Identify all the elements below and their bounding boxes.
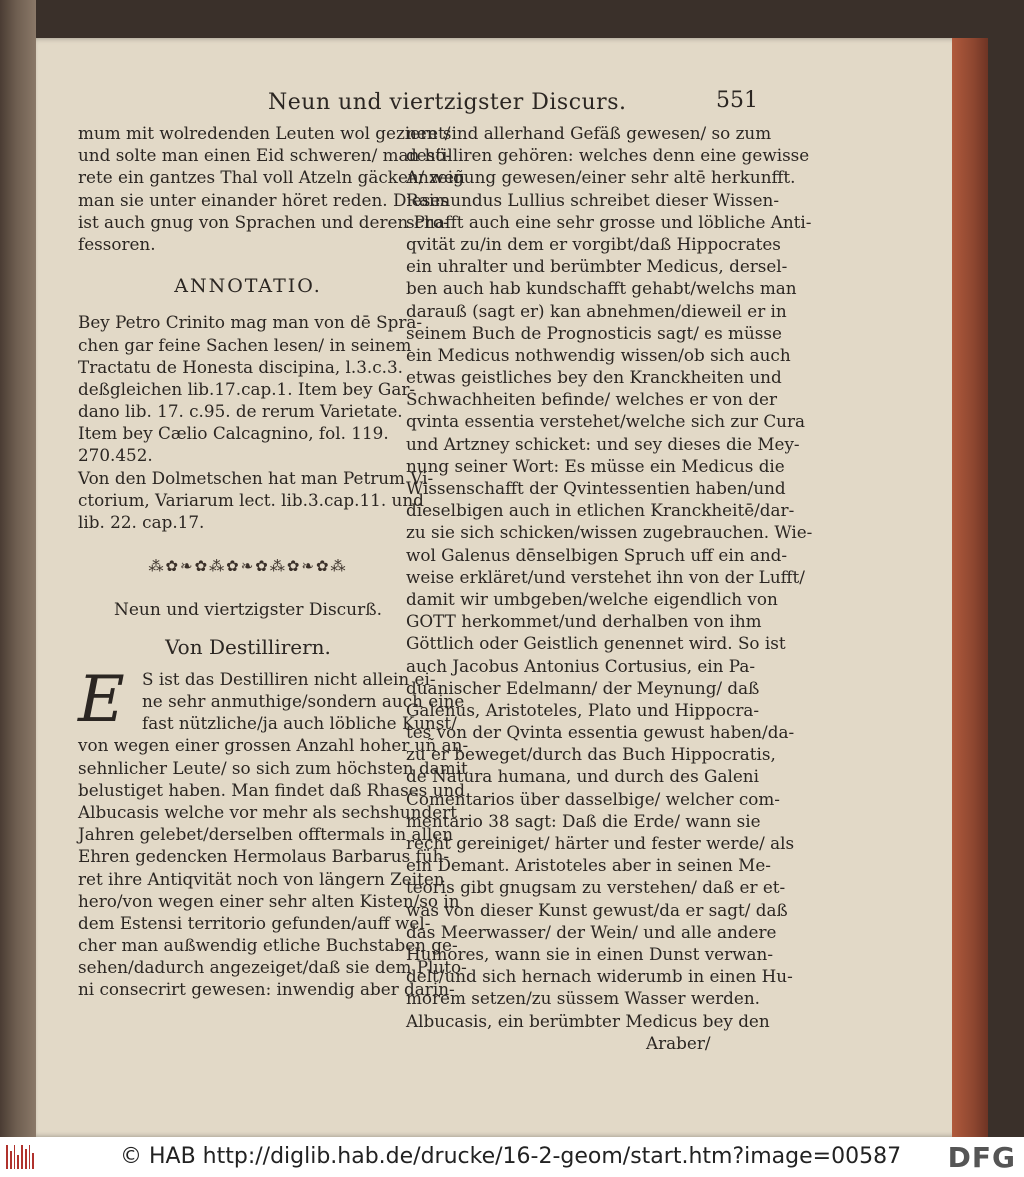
text-line: und solte man einen Eid schweren/ man hö-	[78, 145, 452, 166]
text-line: damit wir umbgeben/welche eigendlich von	[406, 588, 778, 609]
text-line: morem setzen/zu süssem Wasser werden.	[406, 988, 760, 1009]
drop-cap-initial: E	[78, 662, 125, 737]
text-line: fast nützliche/ja auch löbliche Kunst/	[142, 713, 457, 734]
text-line: ret ihre Antiqvität noch von längern Zeiten	[78, 868, 445, 889]
text-line: ne sehr anmuthige/sondern auch eine	[142, 691, 465, 711]
text-line: darauß (sagt er) kan abnehmen/dieweil er in	[406, 300, 787, 321]
page-number: 551	[716, 88, 758, 113]
text-line: zu er beweget/durch das Buch Hippocratis,	[406, 744, 776, 765]
text-line: Ehren gedencken Hermolaus Barbarus füh-	[78, 846, 450, 867]
text-line: Galenus, Aristoteles, Plato und Hippocra-	[406, 699, 760, 720]
text-line: S ist das Destilliren nicht allein ei-	[142, 668, 436, 689]
text-line: hero/von wegen einer sehr alten Kisten/so in	[78, 890, 460, 911]
text-line: nen sind allerhand Gefäß gewesen/ so zum	[406, 123, 772, 143]
text-line: fessoren.	[78, 233, 156, 254]
text-line: Schwachheiten befinde/ welches er von der	[406, 389, 777, 410]
text-line: sehnlicher Leute/ so sich zum höchsten damit	[78, 757, 468, 778]
text-line: duanischer Edelmann/ der Meynung/ daß	[406, 677, 760, 698]
text-line: Göttlich oder Geistlich genennet wird. So ist	[406, 633, 786, 654]
text-line: schafft auch eine sehr grosse und löbliche Anti-	[406, 211, 812, 232]
text-line: delt/und sich hernach widerumb in einen Hu-	[406, 966, 793, 987]
text-line: Raimundus Lullius schreibet dieser Wissen-	[406, 189, 780, 210]
text-line: mentario 38 sagt: Daß die Erde/ wann sie	[406, 810, 761, 831]
text-line: Albucasis welche vor mehr als sechshundert	[78, 801, 457, 822]
text-line: Item bey Cælio Calcagnino, fol. 119.	[78, 423, 389, 444]
text-line: Araber/	[646, 1032, 711, 1053]
text-line: weise erkläret/und verstehet ihn von der Lufft/	[406, 566, 805, 587]
text-line: ni consecrirt gewesen: inwendig aber darin-	[78, 979, 455, 1000]
text-line: 270.452.	[78, 445, 153, 466]
text-line: teoris gibt gnugsam zu verstehen/ daß er et-	[406, 877, 786, 898]
text-line: das Meerwasser/ der Wein/ und alle andere	[406, 921, 777, 942]
text-line: ein Medicus nothwendig wissen/ob sich auch	[406, 344, 791, 365]
text-line: zu sie sich schicken/wissen zugebrauchen. Wie-	[406, 522, 813, 543]
annotatio-heading: ANNOTATIO.	[174, 275, 322, 298]
ornament-divider: ⁂✿❧✿⁂✿❧✿⁂✿❧✿⁂	[148, 557, 348, 576]
text-line: und Artzney schicket: und sey dieses die Mey-	[406, 433, 800, 454]
text-line: ein uhralter und berümbter Medicus, dersel-	[406, 256, 788, 277]
text-line: qvität zu/in dem er vorgibt/daß Hippocrates	[406, 233, 781, 254]
text-line: recht gereiniget/ härter und fester werde/ als	[406, 833, 795, 853]
text-line: Albucasis, ein berümbter Medicus bey den	[406, 1010, 770, 1031]
text-line: cher man außwendig etliche Buchstaben ge-	[78, 935, 458, 956]
dfg-logo: DFG	[947, 1141, 1016, 1174]
text-line: von wegen einer grossen Anzahl hoher uñ an-	[78, 735, 469, 756]
text-line: chen gar feine Sachen lesen/ in seinem	[78, 334, 412, 355]
page-edge-binding	[952, 38, 988, 1137]
text-line: wol Galenus dēnselbigen Spruch uff ein and-	[406, 544, 788, 565]
hab-logo-icon	[6, 1145, 34, 1169]
initial-paragraph	[78, 662, 465, 737]
text-line: Bey Petro Crinito mag man von dē Spra-	[78, 312, 423, 333]
text-line: Humores, wann sie in einen Dunst verwan-	[406, 943, 773, 964]
book-page	[36, 38, 988, 1137]
text-line: ben auch hab kundschafft gehabt/welchs man	[406, 278, 797, 299]
text-line: man sie unter einander höret reden. Dieses	[78, 189, 449, 210]
text-line: mum mit wolredenden Leuten wol gezieret/	[78, 123, 451, 143]
text-line: qvinta essentia verstehet/welche sich zur Cura	[406, 411, 806, 432]
text-line: GOTT herkommet/und derhalben von ihm	[406, 611, 762, 632]
chapter-subheading: Von Destillirern.	[165, 634, 331, 659]
text-line: nung seiner Wort: Es müsse ein Medicus die	[406, 455, 785, 476]
text-line: belustiget haben. Man findet daß Rhases und	[78, 779, 465, 800]
text-line: Wissenschafft der Qvintessentien haben/und	[406, 478, 786, 498]
text-line: destilliren gehören: welches denn eine gewisse	[406, 145, 810, 166]
text-line: Tractatu de Honesta discipina, l.3.c.3.	[78, 356, 403, 377]
right-column	[406, 122, 813, 1054]
text-line: ist auch gnug von Sprachen und deren Pro-	[78, 211, 449, 232]
text-line: seinem Buch de Prognosticis sagt/ es müsse	[406, 322, 782, 343]
text-line: dem Estensi territorio gefunden/auff wel-	[78, 912, 431, 933]
running-header: Neun und viertzigster Discurs.	[268, 90, 627, 115]
text-line: was von dieser Kunst gewust/da er sagt/ daß	[406, 899, 788, 920]
text-line: tes von der Qvinta essentia gewust haben/da-	[406, 722, 795, 743]
text-line: dieselbigen auch in etlichen Kranckheitē/dar-	[406, 500, 795, 521]
previous-page-edge	[0, 0, 36, 1137]
text-line: ctorium, Variarum lect. lib.3.cap.11. und	[78, 489, 424, 510]
text-line: ein Demant. Aristoteles aber in seinen Me-	[406, 855, 771, 876]
text-line: deßgleichen lib.17.cap.1. Item bey Gar-	[78, 378, 416, 399]
text-line: Jahren gelebet/derselben offtermals in allen	[78, 824, 454, 845]
text-line: Anzeigung gewesen/einer sehr altē herkunfft.	[406, 167, 796, 188]
footer-bar	[0, 1137, 1024, 1177]
text-line: Von den Dolmetschen hat man Petrum Vi-	[78, 467, 434, 488]
text-line: sehen/dadurch angezeiget/daß sie dem Pluto-	[78, 957, 467, 978]
text-line: de Natura humana, und durch des Galeni	[406, 766, 759, 787]
discourse-title: Neun und viertzigster Discurß.	[113, 600, 383, 621]
text-line: rete ein gantzes Thal voll Atzeln gäcken/ weñ	[78, 167, 465, 188]
source-credit-link[interactable]: © HAB http://diglib.hab.de/drucke/16-2-geom/start.htm?image=00587	[120, 1144, 902, 1169]
text-line: auch Jacobus Antonius Cortusius, ein Pa-	[406, 655, 756, 676]
left-column	[78, 122, 469, 1001]
text-line: etwas geistliches bey den Kranckheiten und	[406, 367, 782, 388]
text-line: dano lib. 17. c.95. de rerum Varietate.	[78, 401, 403, 422]
text-line: Comentarios über dasselbige/ welcher com-	[406, 788, 780, 809]
text-line: lib. 22. cap.17.	[78, 512, 205, 533]
